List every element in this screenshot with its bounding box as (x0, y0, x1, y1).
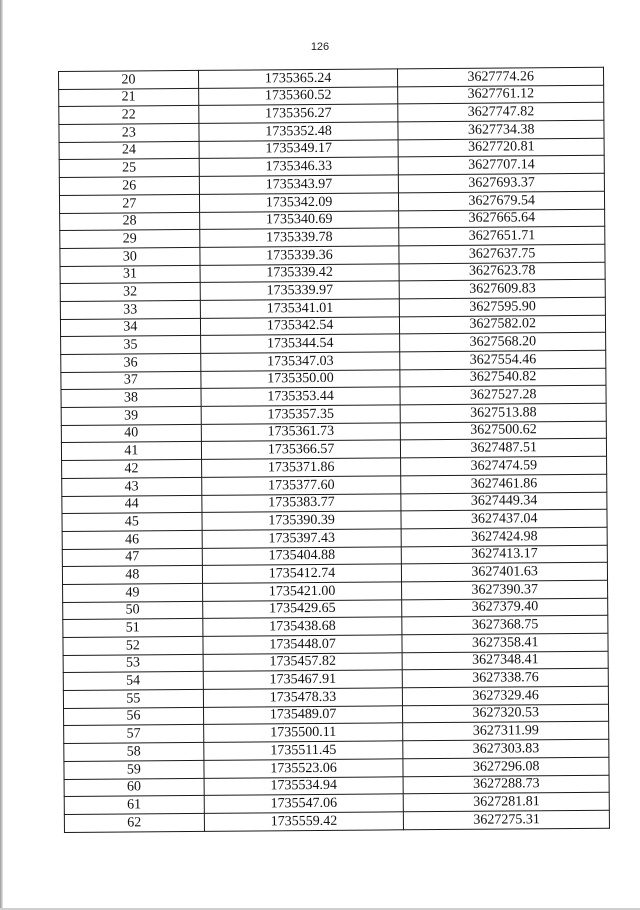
point-number-cell: 52 (63, 636, 203, 655)
x-coordinate-cell: 1735448.07 (203, 635, 403, 654)
y-coordinate-cell: 3627449.34 (401, 492, 607, 511)
x-coordinate-cell: 1735371.86 (201, 458, 401, 477)
x-coordinate-cell: 1735339.36 (200, 246, 400, 265)
y-coordinate-cell: 3627401.63 (402, 562, 608, 581)
y-coordinate-cell: 3627651.71 (399, 226, 605, 245)
y-coordinate-cell: 3627424.98 (401, 527, 607, 546)
y-coordinate-cell: 3627487.51 (401, 439, 607, 458)
point-number-cell: 60 (64, 778, 204, 797)
point-number-cell: 49 (63, 583, 203, 602)
point-number-cell: 54 (63, 672, 203, 691)
y-coordinate-cell: 3627358.41 (402, 633, 608, 652)
x-coordinate-cell: 1735349.17 (199, 140, 399, 159)
x-coordinate-cell: 1735353.44 (201, 387, 401, 406)
y-coordinate-cell: 3627761.12 (398, 85, 604, 104)
x-coordinate-cell: 1735346.33 (199, 157, 399, 176)
x-coordinate-cell: 1735339.42 (200, 263, 400, 282)
y-coordinate-cell: 3627461.86 (401, 474, 607, 493)
point-number-cell: 25 (59, 159, 199, 178)
x-coordinate-cell: 1735343.97 (199, 175, 399, 194)
point-number-cell: 30 (60, 247, 200, 266)
point-number-cell: 51 (63, 619, 203, 638)
y-coordinate-cell: 3627296.08 (403, 757, 609, 776)
x-coordinate-cell: 1735342.09 (199, 193, 399, 212)
x-coordinate-cell: 1735340.69 (199, 210, 399, 229)
y-coordinate-cell: 3627329.46 (403, 686, 609, 705)
x-coordinate-cell: 1735339.78 (199, 228, 399, 247)
page-number: 126 (310, 41, 330, 53)
x-coordinate-cell: 1735365.24 (198, 69, 398, 88)
y-coordinate-cell: 3627665.64 (399, 209, 605, 228)
x-coordinate-cell: 1735356.27 (199, 104, 399, 123)
table-row (64, 810, 609, 832)
y-coordinate-cell: 3627288.73 (403, 775, 609, 794)
point-number-cell: 44 (62, 495, 202, 514)
y-coordinate-cell: 3627623.78 (399, 262, 605, 281)
point-number-cell: 40 (61, 424, 201, 443)
y-coordinate-cell: 3627303.83 (403, 739, 609, 758)
x-coordinate-cell: 1735344.54 (200, 334, 400, 353)
point-number-cell: 57 (64, 725, 204, 744)
x-coordinate-cell: 1735361.73 (201, 423, 401, 442)
point-number-cell: 27 (59, 194, 199, 213)
scan-left-edge (0, 0, 3, 910)
point-number-cell: 53 (63, 654, 203, 673)
x-coordinate-cell: 1735547.06 (204, 794, 404, 813)
point-number-cell: 45 (62, 513, 202, 532)
x-coordinate-cell: 1735339.97 (200, 281, 400, 300)
point-number-cell: 41 (61, 442, 201, 461)
x-coordinate-cell: 1735457.82 (203, 653, 403, 672)
y-coordinate-cell: 3627474.59 (401, 456, 607, 475)
x-coordinate-cell: 1735390.39 (202, 511, 402, 530)
y-coordinate-cell: 3627693.37 (399, 173, 605, 192)
point-number-cell: 21 (59, 88, 199, 107)
x-coordinate-cell: 1735421.00 (202, 582, 402, 601)
x-coordinate-cell: 1735397.43 (202, 529, 402, 548)
x-coordinate-cell: 1735404.88 (202, 546, 402, 565)
y-coordinate-cell: 3627390.37 (402, 580, 608, 599)
point-number-cell: 29 (60, 230, 200, 249)
x-coordinate-cell: 1735377.60 (201, 476, 401, 495)
x-coordinate-cell: 1735429.65 (202, 599, 402, 618)
y-coordinate-cell: 3627320.53 (403, 704, 609, 723)
point-number-cell: 46 (62, 530, 202, 549)
point-number-cell: 61 (64, 796, 204, 815)
x-coordinate-cell: 1735347.03 (200, 352, 400, 371)
y-coordinate-cell: 3627281.81 (404, 792, 610, 811)
x-coordinate-cell: 1735352.48 (199, 122, 399, 141)
point-number-cell: 28 (60, 212, 200, 231)
y-coordinate-cell: 3627527.28 (400, 386, 606, 405)
y-coordinate-cell: 3627679.54 (399, 191, 605, 210)
y-coordinate-cell: 3627609.83 (400, 279, 606, 298)
point-number-cell: 20 (59, 70, 199, 89)
point-number-cell: 58 (64, 743, 204, 762)
y-coordinate-cell: 3627734.38 (398, 120, 604, 139)
x-coordinate-cell: 1735383.77 (202, 493, 402, 512)
y-coordinate-cell: 3627568.20 (400, 333, 606, 352)
x-coordinate-cell: 1735341.01 (200, 299, 400, 318)
y-coordinate-cell: 3627348.41 (402, 651, 608, 670)
point-number-cell: 26 (59, 177, 199, 196)
point-number-cell: 59 (64, 760, 204, 779)
point-number-cell: 39 (61, 406, 201, 425)
point-number-cell: 37 (61, 371, 201, 390)
point-number-cell: 23 (59, 123, 199, 142)
point-number-cell: 31 (60, 265, 200, 284)
x-coordinate-cell: 1735489.07 (203, 706, 403, 725)
y-coordinate-cell: 3627582.02 (400, 315, 606, 334)
y-coordinate-cell: 3627311.99 (403, 722, 609, 741)
point-number-cell: 50 (63, 601, 203, 620)
point-number-cell: 62 (64, 813, 204, 832)
x-coordinate-cell: 1735350.00 (201, 370, 401, 389)
x-coordinate-cell: 1735559.42 (204, 812, 404, 831)
x-coordinate-cell: 1735534.94 (204, 776, 404, 795)
y-coordinate-cell: 3627413.17 (402, 545, 608, 564)
x-coordinate-cell: 1735357.35 (201, 405, 401, 424)
y-coordinate-cell: 3627747.82 (398, 103, 604, 122)
x-coordinate-cell: 1735366.57 (201, 440, 401, 459)
y-coordinate-cell: 3627275.31 (404, 810, 610, 829)
point-number-cell: 48 (62, 566, 202, 585)
point-number-cell: 35 (61, 336, 201, 355)
y-coordinate-cell: 3627637.75 (399, 244, 605, 263)
y-coordinate-cell: 3627513.88 (401, 403, 607, 422)
y-coordinate-cell: 3627707.14 (399, 156, 605, 175)
y-coordinate-cell: 3627720.81 (398, 138, 604, 157)
coordinates-table (58, 67, 610, 833)
x-coordinate-cell: 1735360.52 (198, 87, 398, 106)
point-number-cell: 34 (60, 318, 200, 337)
point-number-cell: 32 (60, 283, 200, 302)
point-number-cell: 55 (63, 689, 203, 708)
y-coordinate-cell: 3627774.26 (398, 67, 604, 86)
point-number-cell: 43 (62, 477, 202, 496)
point-number-cell: 47 (62, 548, 202, 567)
y-coordinate-cell: 3627379.40 (402, 598, 608, 617)
x-coordinate-cell: 1735412.74 (202, 564, 402, 583)
y-coordinate-cell: 3627437.04 (401, 509, 607, 528)
point-number-cell: 33 (60, 300, 200, 319)
y-coordinate-cell: 3627540.82 (400, 368, 606, 387)
point-number-cell: 42 (62, 460, 202, 479)
x-coordinate-cell: 1735467.91 (203, 670, 403, 689)
y-coordinate-cell: 3627338.76 (403, 669, 609, 688)
x-coordinate-cell: 1735478.33 (203, 688, 403, 707)
point-number-cell: 56 (64, 707, 204, 726)
point-number-cell: 38 (61, 389, 201, 408)
x-coordinate-cell: 1735342.54 (200, 316, 400, 335)
point-number-cell: 22 (59, 106, 199, 125)
point-number-cell: 36 (61, 353, 201, 372)
y-coordinate-cell: 3627595.90 (400, 297, 606, 316)
x-coordinate-cell: 1735438.68 (203, 617, 403, 636)
y-coordinate-cell: 3627368.75 (402, 616, 608, 635)
coordinates-table-body (59, 67, 610, 832)
x-coordinate-cell: 1735500.11 (203, 723, 403, 742)
y-coordinate-cell: 3627500.62 (401, 421, 607, 440)
x-coordinate-cell: 1735511.45 (204, 741, 404, 760)
point-number-cell: 24 (59, 141, 199, 160)
x-coordinate-cell: 1735523.06 (204, 759, 404, 778)
y-coordinate-cell: 3627554.46 (400, 350, 606, 369)
